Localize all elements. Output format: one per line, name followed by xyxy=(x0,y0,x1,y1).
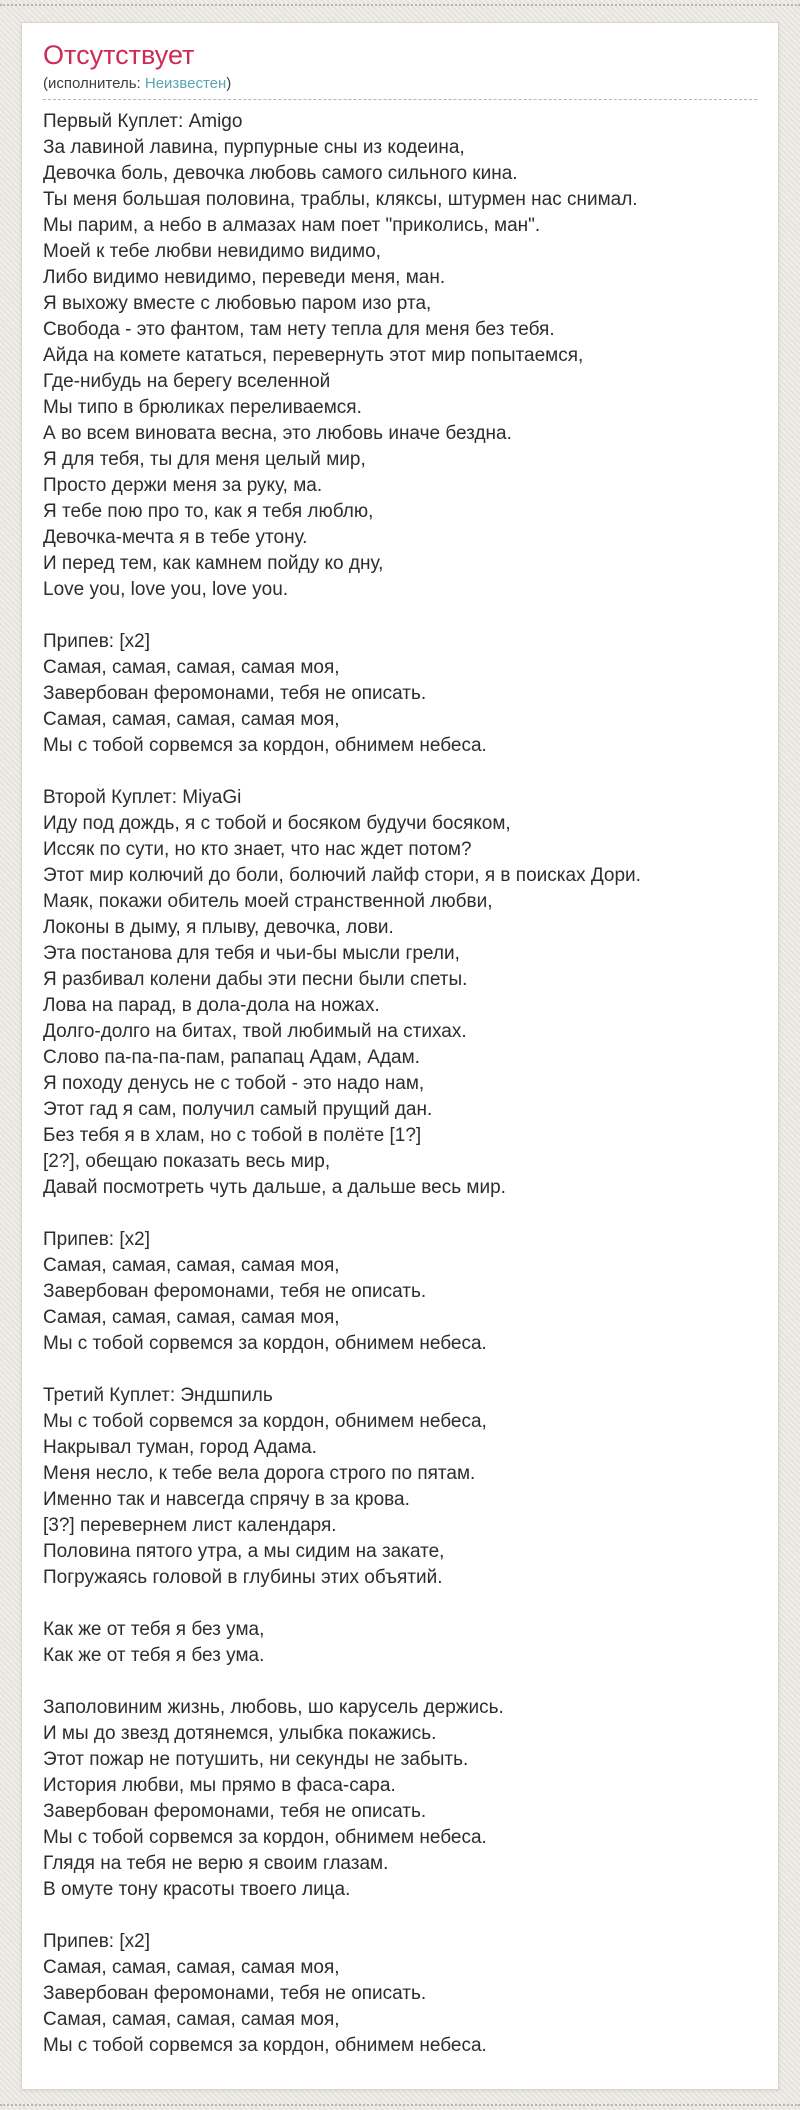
lyrics-line: В омуте тону красоты твоего лица. xyxy=(43,1879,351,1901)
lyrics-line: Эта постанова для тебя и чьи-бы мысли грели, xyxy=(43,943,460,965)
lyrics-line: И перед тем, как камнем пойду ко дну, xyxy=(43,553,384,575)
lyrics-line: Самая, самая, самая, самая моя, xyxy=(43,657,340,679)
lyrics-line: Я тебе пою про то, как я тебя люблю, xyxy=(43,501,374,523)
lyrics-line: Я для тебя, ты для меня целый мир, xyxy=(43,449,366,471)
artist-link[interactable]: Неизвестен xyxy=(144,75,227,93)
lyrics-line: Где-нибудь на берегу вселенной xyxy=(43,371,331,393)
lyrics-block-chorus-1 xyxy=(43,629,757,759)
artist-suffix: ) xyxy=(226,75,232,93)
lyrics-line: Самая, самая, самая, самая моя, xyxy=(43,1255,340,1277)
lyrics-line: Давай посмотреть чуть дальше, а дальше весь мир. xyxy=(43,1177,506,1199)
lyrics-line: Меня несло, к тебе вела дорога строго по пятам. xyxy=(43,1463,476,1485)
lyrics-line: Я разбивал колени дабы эти песни были спеты. xyxy=(43,969,468,991)
lyrics-line: Первый Куплет: Amigo xyxy=(43,111,243,133)
lyrics-line: Завербован феромонами, тебя не описать. xyxy=(43,1983,427,2005)
lyrics-line: Айда на комете кататься, перевернуть этот мир попытаемся, xyxy=(43,345,584,367)
lyrics-line: Я выхожу вместе с любовью паром изо рта, xyxy=(43,293,432,315)
lyrics-line: Локоны в дыму, я плыву, девочка, лови. xyxy=(43,917,394,939)
lyrics-line: Этот гад я сам, получил самый прущий дан. xyxy=(43,1099,433,1121)
lyrics-line: Третий Куплет: Эндшпиль xyxy=(43,1385,273,1407)
lyrics-line: Завербован феромонами, тебя не описать. xyxy=(43,683,427,705)
artist-line xyxy=(43,75,757,100)
lyrics-line: Просто держи меня за руку, ма. xyxy=(43,475,323,497)
lyrics-line: Мы с тобой сорвемся за кордон, обнимем небеса. xyxy=(43,1827,487,1849)
lyrics-line: Мы с тобой сорвемся за кордон, обнимем небеса. xyxy=(43,1333,487,1355)
lyrics-line: Накрывал туман, город Адама. xyxy=(43,1437,317,1459)
lyrics-line: Мы парим, а небо в алмазах нам поет "приколись, ман". xyxy=(43,215,541,237)
lyrics-line: Глядя на тебя не верю я своим глазам. xyxy=(43,1853,389,1875)
page-bottom-dotted-border xyxy=(0,2104,800,2106)
lyrics-line: Девочка-мечта я в тебе утону. xyxy=(43,527,308,549)
lyrics-line: Слово па-па-па-пам, рапапац Адам, Адам. xyxy=(43,1047,420,1069)
lyrics-line: Я походу денусь не с тобой - это надо нам, xyxy=(43,1073,425,1095)
lyrics-line: Лова на парад, в дола-дола на ножах. xyxy=(43,995,380,1017)
lyrics-line: Маяк, покажи обитель моей странственной любви, xyxy=(43,891,493,913)
lyrics-line: [3?] перевернем лист календаря. xyxy=(43,1515,337,1537)
lyrics-line: Самая, самая, самая, самая моя, xyxy=(43,1957,340,1979)
lyrics-block-chorus-3 xyxy=(43,1929,757,2059)
lyrics-line: Припев: [x2] xyxy=(43,631,150,653)
lyrics-line: Припев: [x2] xyxy=(43,1931,150,1953)
lyrics-line: [2?], обещаю показать весь мир, xyxy=(43,1151,331,1173)
lyrics-line: Без тебя я в хлам, но с тобой в полёте [1?] xyxy=(43,1125,422,1147)
song-title: Отсутствует xyxy=(43,40,195,70)
lyrics-line: История любви, мы прямо в фаса-сара. xyxy=(43,1775,396,1797)
lyrics-line: Этот мир колючий до боли, болючий лайф стори, я в поисках Дори. xyxy=(43,865,641,887)
lyrics-line: Love you, love you, love you. xyxy=(43,579,289,601)
lyrics-line: Мы типо в брюликах переливаемся. xyxy=(43,397,362,419)
lyrics-line: А во всем виновата весна, это любовь иначе бездна. xyxy=(43,423,512,445)
lyrics-line: Иссяк по сути, но кто знает, что нас ждет потом? xyxy=(43,839,472,861)
lyrics-line: Заполовиним жизнь, любовь, шо карусель держись. xyxy=(43,1697,504,1719)
lyrics-line: Как же от тебя я без ума. xyxy=(43,1645,265,1667)
lyrics-block-verse-2 xyxy=(43,785,757,1201)
page xyxy=(0,4,800,2106)
lyrics-line: Как же от тебя я без ума, xyxy=(43,1619,265,1641)
lyrics-block-bridge xyxy=(43,1617,757,1669)
lyrics-line: Самая, самая, самая, самая моя, xyxy=(43,1307,340,1329)
lyrics-line: Погружаясь головой в глубины этих объятий. xyxy=(43,1567,443,1589)
lyrics xyxy=(43,109,757,2059)
lyrics-line: Половина пятого утра, а мы сидим на закате, xyxy=(43,1541,445,1563)
lyrics-line: Самая, самая, самая, самая моя, xyxy=(43,709,340,731)
lyrics-block-verse-1 xyxy=(43,109,757,603)
lyrics-line: Мы с тобой сорвемся за кордон, обнимем небеса, xyxy=(43,1411,487,1433)
lyrics-line: За лавиной лавина, пурпурные сны из кодеина, xyxy=(43,137,465,159)
lyrics-line: Девочка боль, девочка любовь самого сильного кина. xyxy=(43,163,518,185)
lyrics-line: Второй Куплет: MiyaGi xyxy=(43,787,242,809)
lyrics-line: Припев: [x2] xyxy=(43,1229,150,1251)
lyrics-line: Долго-долго на битах, твой любимый на стихах. xyxy=(43,1021,467,1043)
lyrics-block-chorus-2 xyxy=(43,1227,757,1357)
lyrics-line: Именно так и навсегда спрячу в за крова. xyxy=(43,1489,410,1511)
lyrics-line: Самая, самая, самая, самая моя, xyxy=(43,2009,340,2031)
lyrics-block-outro-verse xyxy=(43,1695,757,1903)
lyrics-line: Этот пожар не потушить, ни секунды не забыть. xyxy=(43,1749,469,1771)
page-top-dotted-border xyxy=(0,4,800,6)
lyrics-line: Иду под дождь, я с тобой и босяком будучи босяком, xyxy=(43,813,511,835)
lyrics-line: Моей к тебе любви невидимо видимо, xyxy=(43,241,381,263)
lyrics-line: Свобода - это фантом, там нету тепла для меня без тебя. xyxy=(43,319,555,341)
artist-prefix: (исполнитель: xyxy=(43,75,145,93)
lyrics-line: Ты меня большая половина, траблы, кляксы, штурмен нас снимал. xyxy=(43,189,638,211)
lyrics-line: Мы с тобой сорвемся за кордон, обнимем небеса. xyxy=(43,2035,487,2057)
lyrics-card xyxy=(21,22,779,2090)
lyrics-line: Либо видимо невидимо, переведи меня, ман. xyxy=(43,267,446,289)
lyrics-block-verse-3 xyxy=(43,1383,757,1591)
lyrics-line: Завербован феромонами, тебя не описать. xyxy=(43,1801,427,1823)
lyrics-line: Завербован феромонами, тебя не описать. xyxy=(43,1281,427,1303)
lyrics-line: Мы с тобой сорвемся за кордон, обнимем небеса. xyxy=(43,735,487,757)
lyrics-line: И мы до звезд дотянемся, улыбка покажись. xyxy=(43,1723,437,1745)
